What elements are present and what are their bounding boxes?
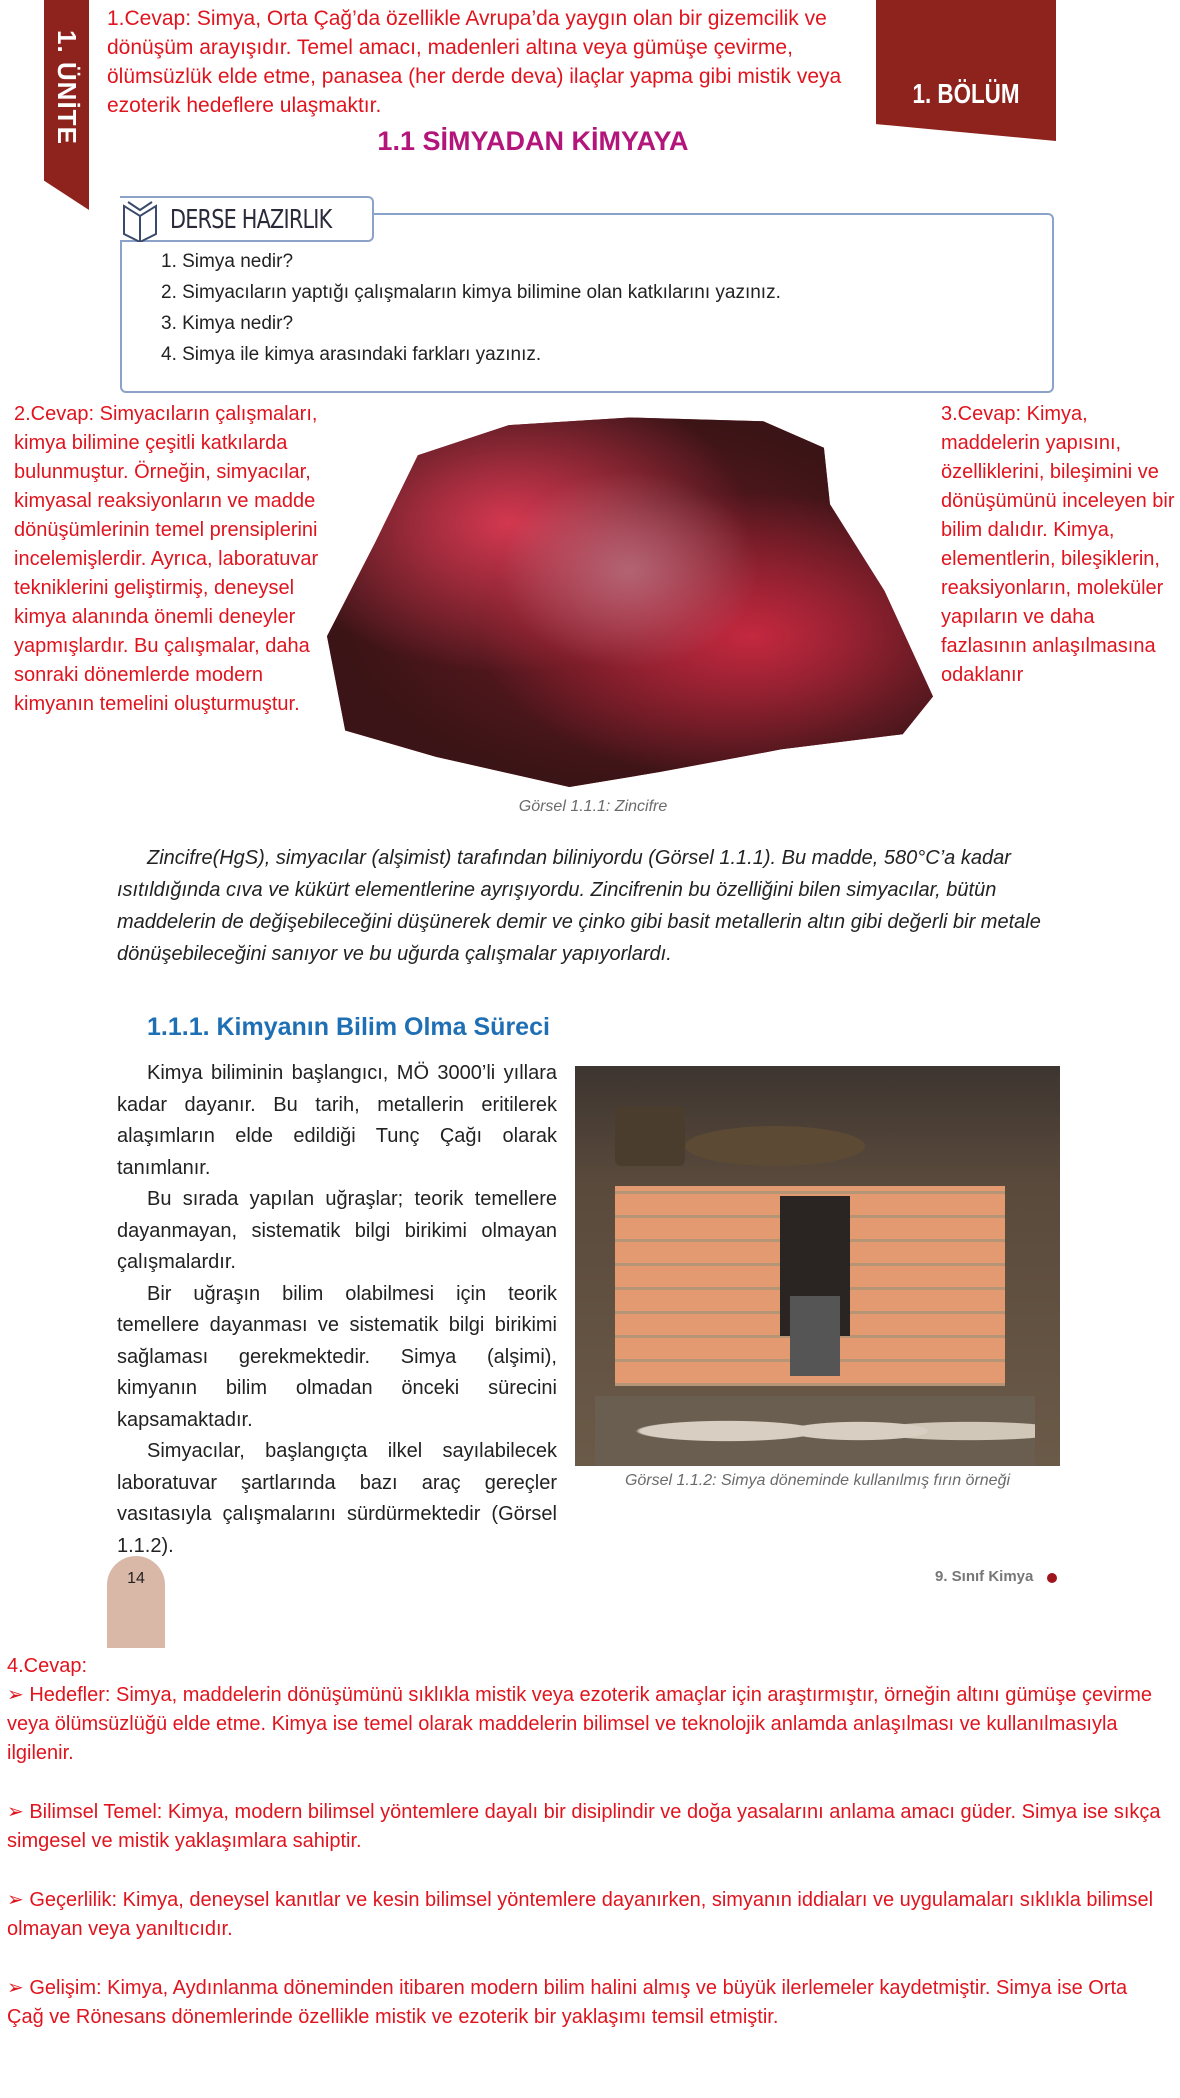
furnace-image xyxy=(575,1066,1060,1466)
section-badge xyxy=(876,0,1056,141)
answer-4-point: ➢ Hedefler: Simya, maddelerin dönüşümünü sıklıkla mistik veya ezoterik amaçlar için araştırmıştır, örneğin altını gümüşe çevirme veya ölümsüzlüğü elde etme. Kimya ise temel olarak maddelerin bilimsel ve teknolojik anlamda anlaşılması ve kullanılmasıyla ilgilenir. xyxy=(7,1684,1152,1764)
body-paragraph: Kimya biliminin başlangıcı, MÖ 3000’li yıllara kadar dayanır. Bu tarih, metallerin eritilerek alaşımların elde edildiği Tunç Çağı olarak tanımlanır. xyxy=(117,1062,557,1179)
book-icon xyxy=(120,198,160,242)
figure-2-caption: Görsel 1.1.2: Simya döneminde kullanılmış fırın örneği xyxy=(624,1472,1011,1489)
answer-4-heading: 4.Cevap: xyxy=(7,1655,88,1677)
intro-text: Zincifre(HgS), simyacılar (alşimist) tarafından biliniyordu (Görsel 1.1.1). Bu madde, 580°C’a kadar ısıtıldığında cıva ve kükürt elementlerine ayrışıyordu. Zincifrenin bu özelliğini bilen simyacılar, bütün maddelerin de değişebileceğini düşünerek demir ve çinko gibi basit metallerin altın gibi değerli bir metale dönüşebileceğini sanıyor ve bu uğurda çalışmalar yapıyorlardı. xyxy=(117,847,1041,965)
body-text xyxy=(117,1058,557,1562)
body-paragraph: Bu sırada yapılan uğraşlar; teorik temellere dayanmayan, sistematik bilgi birikimi olmayan çalışmalardır. xyxy=(117,1188,557,1273)
prep-item: 3. Kimya nedir? xyxy=(161,313,294,334)
body-paragraph: Simyacılar, başlangıçta ilkel sayılabilecek laboratuvar şartlarında bazı araç gereçler vasıtasıyla çalışmalarını sürdürmektedir (Görsel 1.1.2). xyxy=(117,1440,557,1557)
section-badge-label: 1. BÖLÜM xyxy=(912,78,1020,109)
answer-2: 2.Cevap: Simyacıların çalışmaları, kimya bilimine çeşitli katkılarda bulunmuştur. Örneğin, simyacılar, kimyasal reaksiyonların ve madde dönüşümlerinin temel prensiplerini incelemişlerdir. Ayrıca, laboratuvar tekniklerini geliştirmiş, deneysel kimya alanında önemli deneyler yapmışlardır. Bu çalışmalar, daha sonraki dönemlerde modern kimyanın temelini oluşturmuştur. xyxy=(14,403,319,715)
section-title: 1.1 SİMYADAN KİMYAYA xyxy=(377,126,689,156)
prep-title: DERSE HAZIRLIK xyxy=(170,205,332,235)
fire-opening xyxy=(790,1296,840,1376)
answer-4-point: ➢ Gelişim: Kimya, Aydınlanma döneminden itibaren modern bilim halini almış ve büyük ilerlemeler kaydetmiştir. Simya ise Orta Çağ ve Rönesans dönemlerinde özellikle mistik ve ezoterik bir yaklaşımı temsil etmiştir. xyxy=(7,1977,1128,2028)
stones xyxy=(595,1396,1035,1466)
subsection-title: 1.1.1. Kimyanın Bilim Olma Süreci xyxy=(147,1013,550,1041)
body-paragraph: Bir uğraşın bilim olabilmesi için teorik temellere dayanması ve sistematik bilgi birikimi sağlaması gerekmektedir. Simya (alşimi), kimyanın bilim olmadan önceki sürecini kapsamaktadır. xyxy=(117,1282,557,1431)
answer-4-point: ➢ Geçerlilik: Kimya, deneysel kanıtlar ve kesin bilimsel yöntemlere dayanırken, simyanın iddiaları ve uygulamaları sıklıkla bilimsel olmayan veya yanıltıcıdır. xyxy=(7,1889,1154,1940)
lid-shape xyxy=(685,1126,865,1166)
unit-label: 1. ÜNİTE xyxy=(52,30,82,145)
footer-dot xyxy=(1047,1573,1057,1583)
figure-1-caption: Görsel 1.1.1: Zincifre xyxy=(518,798,668,815)
answer-4 xyxy=(7,1652,1167,2062)
answer-3: 3.Cevap: Kimya, maddelerin yapısını, özelliklerini, bileşimini ve dönüşümünü inceleyen bir bilim dalıdır. Kimya, elementlerin, bileşiklerin, reaksiyonların, moleküler yapıların ve daha fazlasının anlaşılmasına odaklanır xyxy=(941,403,1175,686)
prep-item: 1. Simya nedir? xyxy=(161,251,294,272)
intro-paragraph xyxy=(117,842,1057,970)
prep-item: 2. Simyacıların yaptığı çalışmaların kimya bilimine olan katkılarını yazınız. xyxy=(161,282,781,303)
pot-shape xyxy=(615,1106,685,1166)
answer-1: 1.Cevap: Simya, Orta Çağ’da özellikle Avrupa’da yaygın olan bir gizemcilik ve dönüşüm arayışıdır. Temel amacı, madenleri altına veya gümüşe çevirme, ölümsüzlük elde etme, panasea (her derde deva) ilaçlar yapma gibi mistik veya ezoterik hedeflere ulaşmaktır. xyxy=(107,7,842,117)
footer-title: 9. Sınıf Kimya xyxy=(935,1568,1034,1585)
cinnabar-highlight xyxy=(500,470,760,670)
answer-4-point: ➢ Bilimsel Temel: Kimya, modern bilimsel yöntemlere dayalı bir disiplindir ve doğa yasalarını anlama amacı güder. Simya ise sıkça simgesel ve mistik yaklaşımlara sahiptir. xyxy=(7,1801,1161,1852)
prep-item: 4. Simya ile kimya arasındaki farkları yazınız. xyxy=(161,344,542,365)
page-number: 14 xyxy=(127,1570,145,1587)
